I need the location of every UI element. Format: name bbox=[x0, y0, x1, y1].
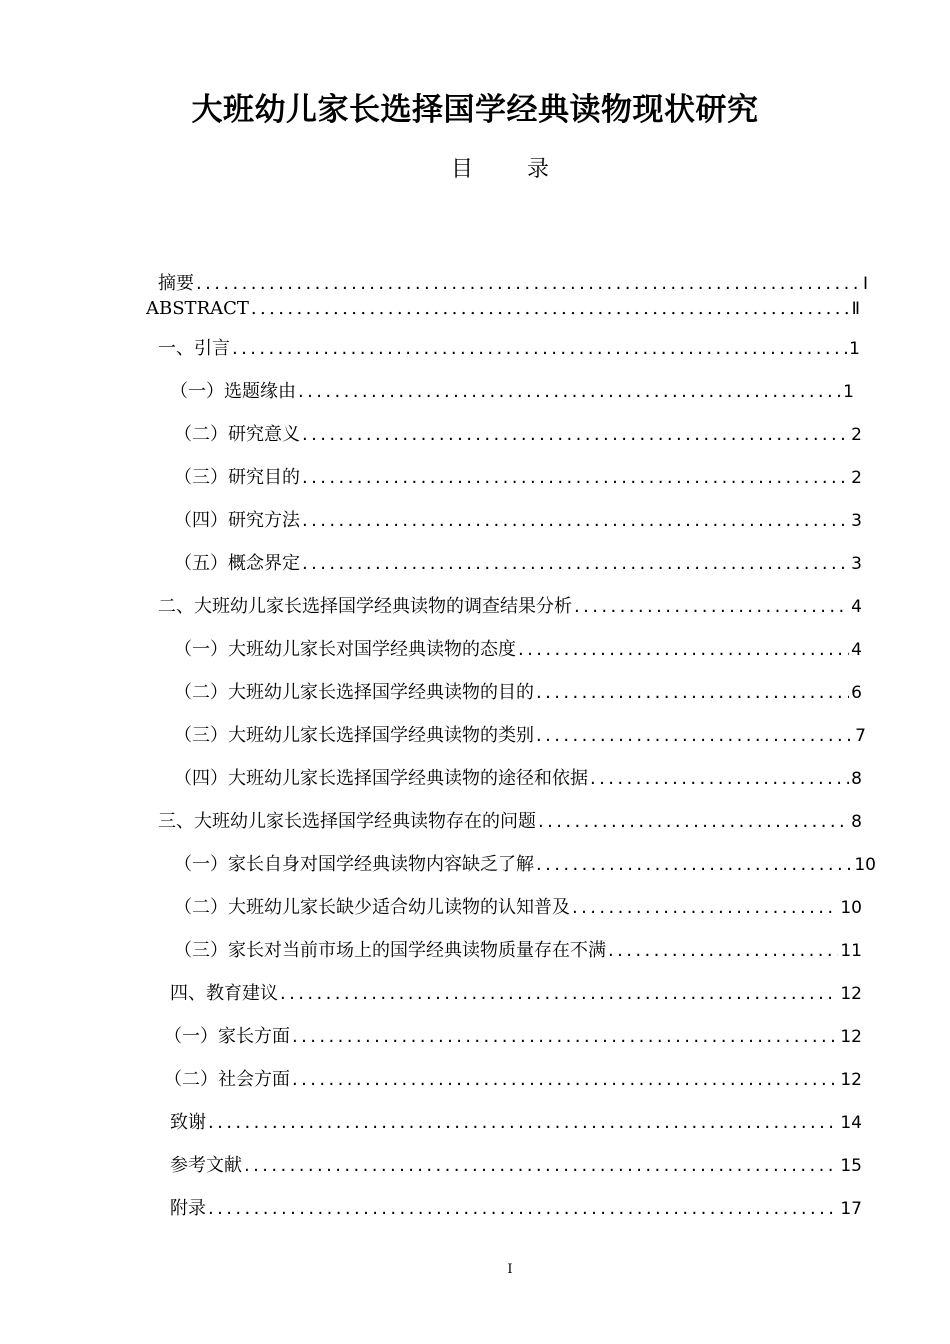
toc-entry-label: 致谢 bbox=[170, 1112, 206, 1133]
toc-entry-section-4[interactable] bbox=[170, 980, 862, 1008]
toc-entry-page: 17 bbox=[840, 1199, 862, 1219]
toc-entry-page: 4 bbox=[851, 597, 862, 617]
toc-entry-section-2[interactable] bbox=[158, 593, 862, 621]
toc-entry-1-5[interactable] bbox=[174, 550, 862, 578]
toc-entry-section-1[interactable] bbox=[158, 335, 860, 363]
toc-entry-page: Ⅱ bbox=[851, 299, 860, 319]
toc-entry-page: 10 bbox=[840, 898, 862, 918]
toc-entry-4-1[interactable] bbox=[164, 1023, 862, 1051]
toc-dot-leader bbox=[608, 937, 838, 965]
toc-dot-leader bbox=[302, 550, 849, 578]
toc-heading: 目 录 bbox=[450, 157, 565, 182]
toc-dot-leader bbox=[572, 894, 838, 922]
toc-entry-1-2[interactable] bbox=[174, 421, 862, 449]
toc-dot-leader bbox=[574, 593, 849, 621]
toc-entry-label: （一）家长自身对国学经典读物内容缺乏了解 bbox=[174, 854, 534, 875]
toc-entry-label: （二）大班幼儿家长缺少适合幼儿读物的认知普及 bbox=[174, 897, 570, 918]
toc-dot-leader bbox=[244, 1152, 838, 1180]
toc-entry-page: 8 bbox=[851, 812, 862, 832]
toc-dot-leader bbox=[292, 1066, 838, 1094]
toc-entry-page: 12 bbox=[840, 1070, 862, 1090]
toc-dot-leader bbox=[536, 722, 853, 750]
toc-entry-label: （二）社会方面 bbox=[164, 1069, 290, 1090]
toc-entry-1-3[interactable] bbox=[174, 464, 862, 492]
toc-entry-abstract-cn[interactable] bbox=[158, 270, 868, 298]
toc-dot-leader bbox=[538, 808, 849, 836]
toc-dot-leader bbox=[302, 507, 849, 535]
toc-entry-label: （三）研究目的 bbox=[174, 467, 300, 488]
toc-entry-label: 三、大班幼儿家长选择国学经典读物存在的问题 bbox=[158, 811, 536, 832]
toc-entry-section-3[interactable] bbox=[158, 808, 862, 836]
toc-entry-label: 四、教育建议 bbox=[170, 983, 278, 1004]
toc-entry-2-4[interactable] bbox=[174, 765, 862, 793]
toc-dot-leader bbox=[536, 851, 852, 879]
toc-entry-appendix[interactable] bbox=[170, 1195, 862, 1223]
toc-entry-page: 3 bbox=[851, 511, 862, 531]
toc-dot-leader bbox=[208, 1109, 838, 1137]
toc-entry-label: 参考文献 bbox=[170, 1155, 242, 1176]
toc-dot-leader bbox=[518, 636, 849, 664]
toc-dot-leader bbox=[292, 1023, 838, 1051]
toc-entry-2-1[interactable] bbox=[174, 636, 862, 664]
toc-entry-page: 7 bbox=[855, 726, 866, 746]
toc-entry-page: 4 bbox=[851, 640, 862, 660]
toc-entry-abstract-en[interactable] bbox=[146, 295, 860, 323]
toc-entry-label: （五）概念界定 bbox=[174, 553, 300, 574]
toc-dot-leader bbox=[280, 980, 838, 1008]
toc-entry-4-2[interactable] bbox=[164, 1066, 862, 1094]
toc-dot-leader bbox=[590, 765, 849, 793]
toc-dot-leader bbox=[536, 679, 849, 707]
toc-entry-page: 8 bbox=[851, 769, 862, 789]
toc-entry-page: 2 bbox=[851, 425, 862, 445]
toc-dot-leader bbox=[251, 295, 850, 323]
page-number-footer: I bbox=[507, 1262, 513, 1277]
toc-entry-2-3[interactable] bbox=[174, 722, 866, 750]
toc-entry-3-2[interactable] bbox=[174, 894, 862, 922]
toc-entry-page: 12 bbox=[840, 984, 862, 1004]
toc-entry-1-1[interactable] bbox=[170, 378, 854, 406]
toc-entry-page: 15 bbox=[840, 1156, 862, 1176]
toc-dot-leader bbox=[196, 270, 861, 298]
toc-entry-label: ABSTRACT bbox=[146, 298, 249, 319]
toc-entry-page: 10 bbox=[854, 855, 876, 875]
toc-entry-label: 摘要 bbox=[158, 273, 194, 294]
toc-entry-page: 6 bbox=[851, 683, 862, 703]
toc-dot-leader bbox=[232, 335, 847, 363]
toc-entry-references[interactable] bbox=[170, 1152, 862, 1180]
toc-entry-3-1[interactable] bbox=[174, 851, 876, 879]
toc-dot-leader bbox=[208, 1195, 838, 1223]
toc-entry-label: （四）研究方法 bbox=[174, 510, 300, 531]
toc-dot-leader bbox=[302, 464, 849, 492]
document-title: 大班幼儿家长选择国学经典读物现状研究 bbox=[191, 92, 759, 128]
toc-entry-label: （二）大班幼儿家长选择国学经典读物的目的 bbox=[174, 682, 534, 703]
toc-entry-label: （一）选题缘由 bbox=[170, 381, 296, 402]
toc-dot-leader bbox=[302, 421, 849, 449]
toc-entry-label: （二）研究意义 bbox=[174, 424, 300, 445]
toc-entry-label: （四）大班幼儿家长选择国学经典读物的途径和依据 bbox=[174, 768, 588, 789]
toc-entry-page: 12 bbox=[840, 1027, 862, 1047]
toc-entry-page: Ⅰ bbox=[862, 274, 868, 294]
toc-entry-label: 附录 bbox=[170, 1198, 206, 1219]
toc-entry-3-3[interactable] bbox=[174, 937, 862, 965]
toc-entry-label: （三）家长对当前市场上的国学经典读物质量存在不满 bbox=[174, 940, 606, 961]
toc-dot-leader bbox=[298, 378, 841, 406]
toc-entry-acknowledgements[interactable] bbox=[170, 1109, 862, 1137]
toc-entry-label: 一、引言 bbox=[158, 338, 230, 359]
toc-entry-label: （一）家长方面 bbox=[164, 1026, 290, 1047]
toc-entry-label: 二、大班幼儿家长选择国学经典读物的调查结果分析 bbox=[158, 596, 572, 617]
toc-entry-page: 14 bbox=[840, 1113, 862, 1133]
toc-entry-page: 1 bbox=[849, 339, 860, 359]
toc-entry-page: 11 bbox=[840, 941, 862, 961]
toc-entry-2-2[interactable] bbox=[174, 679, 862, 707]
toc-entry-page: 1 bbox=[843, 382, 854, 402]
toc-entry-1-4[interactable] bbox=[174, 507, 862, 535]
toc-entry-label: （三）大班幼儿家长选择国学经典读物的类别 bbox=[174, 725, 534, 746]
toc-entry-label: （一）大班幼儿家长对国学经典读物的态度 bbox=[174, 639, 516, 660]
toc-entry-page: 3 bbox=[851, 554, 862, 574]
toc-entry-page: 2 bbox=[851, 468, 862, 488]
